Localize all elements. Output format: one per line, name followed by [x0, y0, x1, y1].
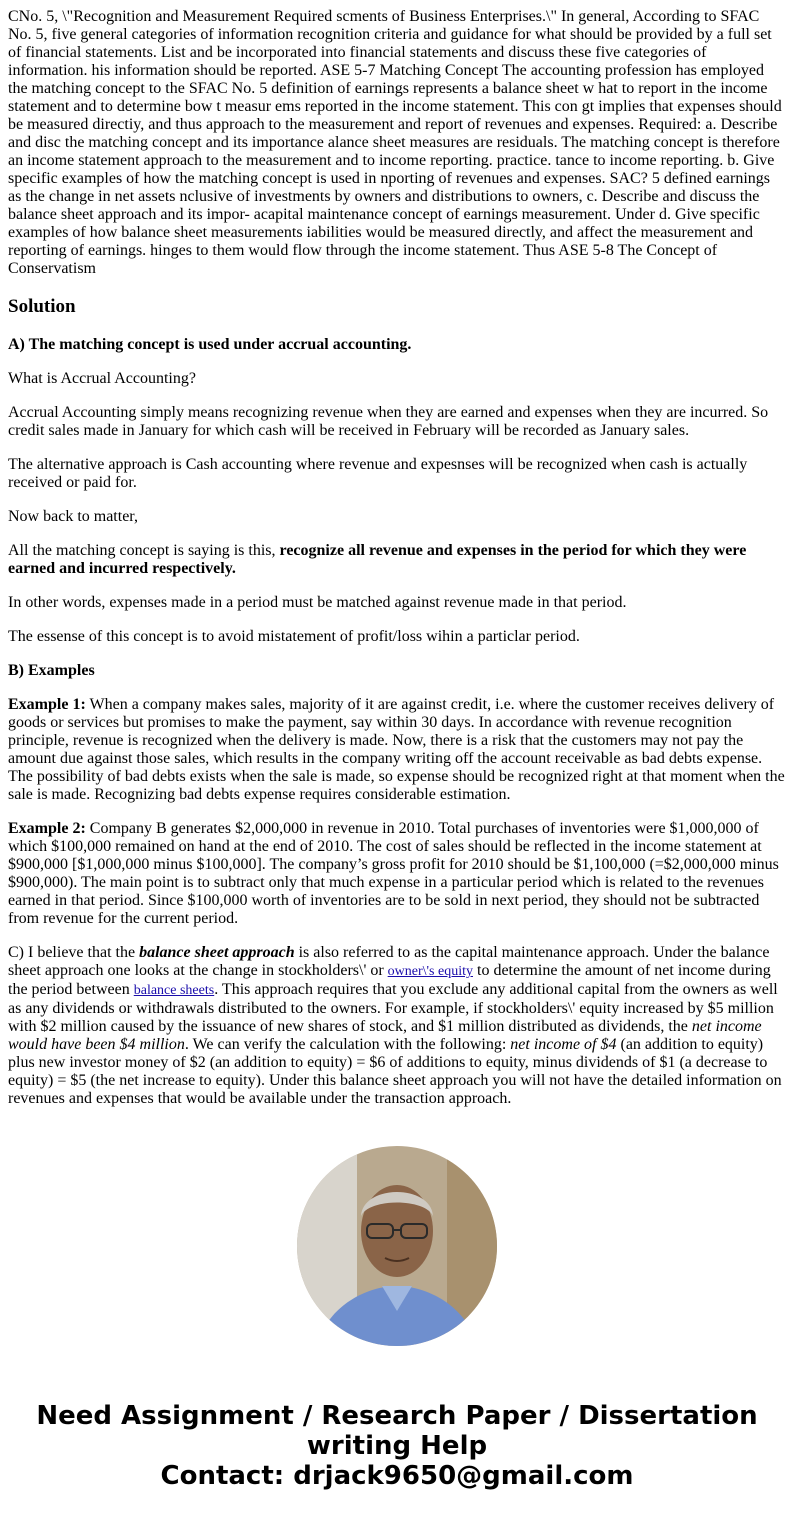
example-1-label: Example 1: [8, 696, 86, 713]
section-a-heading-text: A) The matching concept is used under accrual accounting. [8, 336, 412, 353]
accrual-question: What is Accrual Accounting? [8, 370, 196, 387]
matching-concept-intro: All the matching concept is saying is this, [8, 542, 280, 559]
balance-sheets-link[interactable]: balance sheets [133, 983, 215, 998]
promo-banner [0, 1401, 794, 1491]
section-b-heading [8, 662, 786, 680]
balance-sheet-approach-term: balance sheet approach [139, 944, 295, 961]
section-c-text-2: is also referred to as the capital maintenance approach. Under the balance sheet approach one looks at the change in stockholders\' or [8, 944, 770, 979]
matching-paragraph-5: In other words, expenses made in a period must be matched against revenue made in that period. [8, 594, 627, 611]
matching-concept-bold: recognize all revenue and expenses in the period for which they were earned and incurred respectively. [8, 542, 747, 577]
author-avatar [297, 1146, 497, 1346]
section-c-text-4: . This approach requires that you exclude any additional capital from the owners as well as any dividends or withdrawals distributed to the owners. For example, if stockholders\' equity increased by $5 million with $2 million caused by the issuance of new shares of stock, and $1 million distributed as dividends, the [8, 981, 778, 1035]
owners-equity-link[interactable]: owner\'s equity [387, 964, 473, 979]
accrual-paragraph-1: Accrual Accounting simply means recognizing revenue when they are earned and expenses when they are incurred. So credit sales made in January for which cash will be received in February will be recorded as January sales. [8, 404, 769, 439]
section-c-text-1: C) I believe that the [8, 944, 140, 961]
net-income-italic: net income would have been $4 million [8, 1018, 762, 1053]
net-income-of-4-italic: net income of $4 [510, 1036, 617, 1053]
solution-heading: Solution [8, 296, 76, 317]
section-b-heading-text: B) Examples [8, 662, 95, 679]
example-1-text: When a company makes sales, majority of it are against credit, i.e. where the customer receives delivery of goods or services but promises to make the payment, say within 30 days. In accordance with revenue recognition principle, revenue is recognized when the delivery is made. Now, there is a risk that the customers may not pay the amount due against those sales, which results in the company writing off the account receivable as bad debts expense. The possibility of bad debts exists when the sale is made, so expense should be recognized right at that moment when the sale is made. Recognizing bad debts expense requires considerable estimation. [8, 696, 785, 803]
accrual-paragraph-3: Now back to matter, [8, 508, 138, 525]
example-2 [8, 820, 786, 928]
promo-line-1: Need Assignment / Research Paper / Dissertation [36, 1401, 758, 1431]
question-text: CNo. 5, \"Recognition and Measurement Required scments of Business Enterprises.\" In general, According to SFAC No. 5, five general categories of information recognition criteria and guidance for what should be provided by a full set of financial statements. List and be incorporated into financial statements and discuss these five categories of information. his information should be reported. ASE 5-7 Matching Concept The accounting profession has employed the matching concept to the SFAC No. 5 definition of earnings represents a balance sheet w hat to report in the income statement and to determine bow t measur ems reported in the income statement. This con gt implies that expenses should be measured directiy, and thus approach to the measurement and report of revenues and expenses. Required: a. Describe and disc the matching concept and its importance alance sheet measures are residuals. The matching concept is therefore an income statement approach to the measurement and to income reporting. practice. tance to income reporting. b. Give specific examples of how the matching concept is used in nporting of revenues and expenses. SAC? 5 defined earnings as the change in net assets nclusive of investments by owners and distributions to owners, c. Describe and discuss the balance sheet approach and its impor- acapital maintenance concept of earnings measurement. Under d. Give specific examples of how balance sheet measurements iabilities would be measured directly, and affect the measurement and reporting of earnings. hinges to them would flow through the income statement. Thus ASE 5-8 The Concept of Conservatism [8, 8, 782, 277]
author-avatar-container [0, 1146, 794, 1351]
section-c-paragraph [8, 944, 786, 1108]
matching-concept-paragraph [8, 542, 786, 578]
section-c-text-5: . We can verify the calculation with the following: [184, 1036, 511, 1053]
section-a-heading [8, 336, 786, 354]
promo-contact: Contact: drjack9650@gmail.com [160, 1461, 634, 1491]
promo-line-2: writing Help [306, 1431, 488, 1461]
example-2-label: Example 2: [8, 820, 86, 837]
matching-paragraph-6: The essense of this concept is to avoid mistatement of profit/loss wihin a particlar period. [8, 628, 580, 645]
accrual-paragraph-2: The alternative approach is Cash accounting where revenue and expesnses will be recognized when cash is actually received or paid for. [8, 456, 748, 491]
section-c-text-6: (an addition to equity) plus new investor money of $2 (an addition to equity) = $6 of additions to equity, minus dividends of $1 (a decrease to equity) = $5 (the net increase to equity). Under this balance sheet approach you will not have the detailed information on revenues and expenses that would be available under the transaction approach. [8, 1036, 782, 1107]
author-photo [297, 1146, 497, 1346]
example-1 [8, 696, 786, 804]
example-2-text: Company B generates $2,000,000 in revenue in 2010. Total purchases of inventories were $1,000,000 of which $100,000 remained on hand at the end of 2010. The cost of sales should be reflected in the income statement at $900,000 [$1,000,000 minus $100,000]. The company’s gross profit for 2010 should be $1,100,000 (=$2,000,000 minus $900,000). The main point is to subtract only that much expense in a particular period which is related to the revenues earned in that period. Since $100,000 worth of inventories are to be sold in next period, they should not be subtracted from revenue for the current period. [8, 820, 779, 927]
section-c-text-3: to determine the amount of net income during the period between [8, 962, 771, 998]
